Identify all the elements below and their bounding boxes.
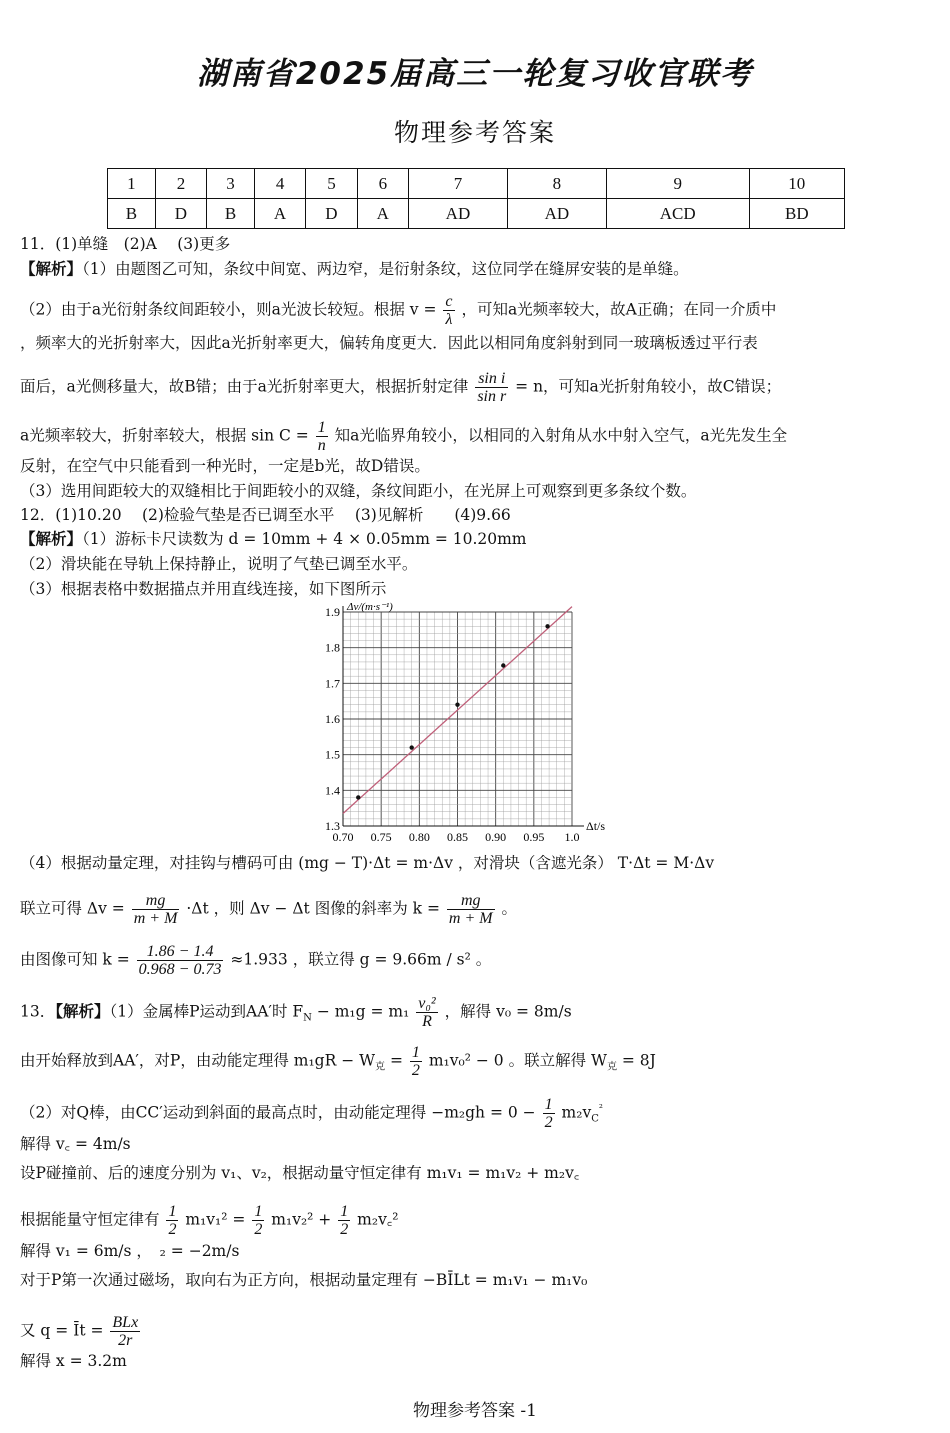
y-tick-label: 1.4	[325, 783, 340, 798]
answer-key: D	[155, 199, 206, 229]
answer-table-keys-row	[108, 199, 845, 229]
fraction-half: $\frac{1}{2}$	[168, 1203, 177, 1238]
answer-key: D	[306, 199, 357, 229]
answer-key: B	[108, 199, 156, 229]
answer-key: BD	[749, 199, 844, 229]
q13-text-1d: − m₁g = m₁	[311, 1002, 410, 1021]
answer-table	[107, 168, 845, 229]
fraction-half: $\frac{1}{2}$	[544, 1096, 553, 1131]
fraction-c-over-lambda: $\frac{c}{\lambda}$	[445, 293, 453, 328]
q11-text-4a: 面后，a光侧移量大，故B错；由于a光折射率更大，根据折射定律	[20, 377, 469, 396]
q13-line-2	[20, 1044, 656, 1079]
q12-explanation-1	[20, 529, 527, 549]
answer-key: AD	[409, 199, 508, 229]
q12-explanation-2: （2）滑块能在导轨上保持静止，说明了气垫已调至水平。	[20, 555, 418, 573]
velocity-time-chart	[325, 600, 625, 848]
fraction-slope-k: $\frac{mg}{m + M}$	[448, 892, 493, 927]
q13-line-3	[20, 1096, 603, 1131]
q13-subscript-n: N	[303, 1012, 312, 1024]
fraction-v0sq-over-R: $\frac{\text{v₀²}}{R}$	[418, 995, 436, 1030]
answer-key-subtitle: 物理参考答案	[393, 118, 556, 147]
chart-grid	[343, 612, 572, 826]
explanation-tag: 【解析】	[20, 260, 83, 278]
fraction-mg-over-mM: $\frac{mg}{m + M}$	[133, 892, 178, 927]
answer-key: A	[357, 199, 408, 229]
x-tick-label: 1.0	[564, 830, 580, 844]
q13-subscript-c: C	[591, 1113, 599, 1125]
q11-explanation-1	[20, 259, 689, 279]
q13-line-5: 设P碰撞前、后的速度分别为 v₁、v₂，根据动量守恒定律有 m₁v₁ = m₁v₂ + m₂v꜀	[20, 1164, 580, 1182]
q13-line-10: 解得 x = 3.2m	[20, 1352, 127, 1370]
answer-key: AD	[507, 199, 606, 229]
x-tick-label: 0.90	[485, 830, 507, 844]
question-number: 7	[409, 169, 508, 199]
q11-text-4b: = n，可知a光折射角较小，故C错误；	[515, 377, 782, 396]
q11-explanation-4	[20, 370, 781, 405]
y-tick-label: 1.5	[325, 747, 340, 762]
fraction-half: $\frac{1}{2}$	[411, 1044, 420, 1079]
q13-number: 13．	[20, 1002, 56, 1021]
exam-title: 湖南省2025届高三一轮复习收官联考	[196, 56, 754, 92]
explanation-tag: 【解析】	[20, 530, 83, 548]
q13-subscript-ke: 克	[375, 1061, 386, 1073]
q13-text-6c: m₁v₂² +	[271, 1210, 332, 1229]
y-tick-label: 1.7	[325, 676, 340, 691]
q12-text-6a: 由图像可知 k =	[20, 950, 130, 969]
q12-explanation-5	[20, 892, 517, 927]
q11-explanation-6: 反射，在空气中只能看到一种光时，一定是b光，故D错误。	[20, 457, 430, 475]
data-point	[356, 795, 360, 799]
data-point	[501, 663, 505, 667]
data-point	[545, 624, 549, 628]
fraction-half: $\frac{1}{2}$	[254, 1203, 263, 1238]
q13-line-4: 解得 v꜀ = 4m/s	[20, 1135, 131, 1153]
q13-text-1b: （1）金属棒P运动到AA′时 F	[109, 1002, 304, 1021]
q12-text-5b: ·Δt ，则 Δv − Δt 图像的斜率为 k =	[186, 899, 440, 918]
q13-subscript-ke-2: 克	[606, 1061, 617, 1073]
q13-line-6	[20, 1203, 398, 1238]
q13-text-6b: m₁v₁² =	[185, 1210, 246, 1229]
question-number: 10	[749, 169, 844, 199]
q13-text-2f: = 8J	[616, 1051, 656, 1070]
q13-text-9a: 又 q = Īt =	[20, 1321, 104, 1340]
fraction-slope-value: $\frac{1.86 - 1.4}{0.968 - 0.73}$	[138, 943, 222, 978]
question-number: 5	[306, 169, 357, 199]
q11-text-1: （1）由题图乙可知，条纹中间宽、两边窄，是衍射条纹，这位同学在缝屏安装的是单缝。	[82, 260, 689, 278]
x-tick-label: 0.70	[332, 830, 354, 844]
question-number: 8	[507, 169, 606, 199]
x-tick-labels	[333, 830, 580, 844]
x-tick-label: 0.85	[447, 830, 468, 844]
x-tick-label: 0.80	[408, 830, 430, 844]
y-axis-label: Δv/(m·s⁻¹)	[347, 601, 393, 613]
fraction-snell: $\frac{\text{sin i}}{\text{sin r}}$	[477, 370, 507, 405]
x-tick-label: 0.75	[370, 830, 392, 844]
explanation-tag: 【解析】	[55, 1002, 110, 1021]
x-tick-label: 0.95	[523, 830, 545, 844]
answer-key: A	[254, 199, 305, 229]
fraction-one-over-n: $\frac{1}{n}$	[317, 419, 326, 454]
q13-line-9	[20, 1314, 142, 1349]
q11-explanation-7: （3）选用间距较大的双缝相比于间距较小的双缝，条纹间距小，在光屏上可观察到更多条纹个数。	[20, 482, 697, 500]
q12-explanation-4: （4）根据动量定理，对挂钩与槽码可由 (mg − T)·Δt = m·Δv ，对滑块（含遮光条） T·Δt = M·Δv	[20, 854, 715, 872]
q13-text-6a: 根据能量守恒定律有	[20, 1210, 160, 1229]
q13-line-1	[20, 995, 572, 1030]
answer-key: ACD	[606, 199, 749, 229]
question-number: 1	[108, 169, 156, 199]
q13-superscript-2: ²	[598, 1103, 603, 1115]
q13-line-8: 对于P第一次通过磁场，取向右为正方向，根据动量定理有 −BĪLt = m₁v₁ − m₁v₀	[20, 1271, 588, 1289]
q12-text-1: （1）游标卡尺读数为 d = 10mm + 4 × 0.05mm = 10.20mm	[82, 530, 527, 548]
q12-explanation-3: （3）根据表格中数据描点并用直线连接，如下图所示	[20, 580, 387, 598]
fraction-BLx-over-2r: $\frac{\text{BLx}}{2r}$	[112, 1314, 139, 1349]
q13-text-2c: =	[385, 1051, 403, 1070]
question-number: 2	[155, 169, 206, 199]
q13-text-3b: m₂v	[561, 1103, 592, 1122]
q13-text-1e: ，解得 v₀ = 8m/s	[444, 1002, 572, 1021]
question-number: 6	[357, 169, 408, 199]
q12-explanation-6	[20, 943, 491, 978]
q12-text-5c: 。	[501, 899, 518, 918]
x-axis-label: Δt/s	[586, 819, 606, 833]
question-number: 4	[254, 169, 305, 199]
q11-explanation-5	[20, 419, 787, 454]
question-number: 3	[207, 169, 255, 199]
data-point	[455, 703, 459, 707]
q11-text-5b: 知a光临界角较小，以相同的入射角从水中射入空气，a光先发生全	[334, 426, 788, 445]
y-tick-label: 1.3	[325, 819, 340, 833]
fraction-half: $\frac{1}{2}$	[340, 1203, 349, 1238]
q12-text-6b: ≈1.933 ，联立得 g = 9.66m / s² 。	[230, 950, 492, 969]
y-tick-label: 1.8	[325, 640, 340, 655]
question-number: 9	[606, 169, 749, 199]
page-footer: 物理参考答案 -1	[413, 1401, 537, 1421]
q13-text-6d: m₂v꜀²	[357, 1210, 399, 1229]
y-tick-labels	[325, 605, 340, 833]
q13-text-2d: m₁v₀² − 0 。联立解得 W	[428, 1051, 607, 1070]
q11-text-2a: （2）由于a光衍射条纹间距较小，则a光波长较短。根据 v =	[20, 300, 437, 319]
answer-table-numbers-row	[108, 169, 845, 199]
q11-text-2b: ，可知a光频率较大，故A正确；在同一介质中	[461, 300, 777, 319]
answer-key: B	[207, 199, 255, 229]
y-tick-label: 1.9	[325, 605, 340, 619]
q13-text-2a: 由开始释放到AA′，对P，由动能定理得 m₁gR − W	[20, 1051, 376, 1070]
q12-text-5a: 联立可得 Δv =	[20, 899, 125, 918]
q13-line-7: 解得 v₁ = 6m/s ， ₂ = −2m/s	[20, 1242, 240, 1260]
q13-text-3a: （2）对Q棒，由CC′运动到斜面的最高点时，由动能定理得 −m₂gh = 0 −	[20, 1103, 536, 1122]
q11-explanation-3: ，频率大的光折射率大，因此a光折射率更大，偏转角度更大．因此以相同角度斜射到同一玻璃板透过平行表	[20, 334, 758, 352]
q11-text-5a: a光频率较大，折射率较大，根据 sin C =	[20, 426, 309, 445]
q12-answer: 12．(1)10.20 (2)检验气垫是否已调至水平 (3)见解析 (4)9.66	[20, 506, 511, 524]
data-point	[410, 745, 414, 749]
q11-answer: 11．(1)单缝 (2)A (3)更多	[20, 235, 231, 253]
q11-explanation-2	[20, 293, 776, 328]
y-tick-label: 1.6	[325, 712, 340, 726]
